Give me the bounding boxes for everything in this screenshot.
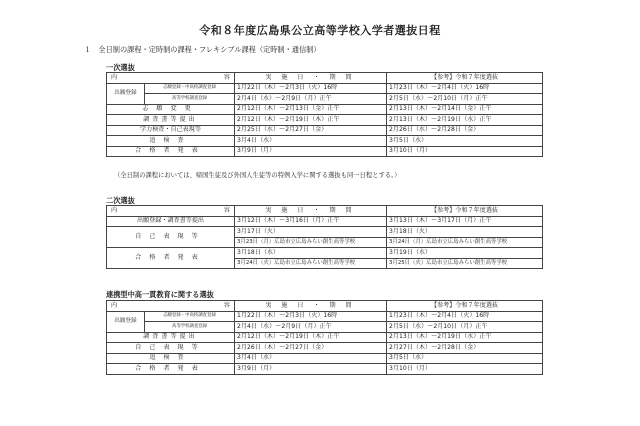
integrated-selection-table <box>106 300 543 375</box>
row-period: 2月12日（木）～2月19日（木）正午 <box>235 115 387 126</box>
section-title-first-selection: 一次選抜 <box>106 63 135 72</box>
row-period: 3月24日（火）広島市立広島みらい創生高等学校 <box>235 258 387 269</box>
row-period: 3月9日（月） <box>235 364 387 375</box>
row-reference: 3月25日（火）広島市立広島みらい創生高等学校 <box>387 258 543 269</box>
row-period: 1月22日（木）～2月3日（火）16時 <box>235 83 387 94</box>
row-label: 調査書等提出 <box>107 332 235 343</box>
row-period: 3月23日（月）広島市立広島みらい創生高等学校 <box>235 237 387 248</box>
row-label: 合格者発表 <box>107 364 235 375</box>
row-label: 追検査 <box>107 353 235 364</box>
row-reference: 2月13日（木）～2月14日（金）正午 <box>387 104 543 115</box>
header-period: 実 施 日 ・ 期 間 <box>235 73 387 84</box>
row-group-label: 出願登録 <box>107 311 145 332</box>
section-title-second-selection: 二次選抜 <box>106 196 135 205</box>
row-period: 3月4日（水） <box>235 353 387 364</box>
first-selection-table <box>106 72 543 157</box>
row-label: 自己表現等 <box>107 343 235 354</box>
row-label: 出願登録・調査書等提出 <box>107 216 235 227</box>
row-sub-label: 志願登録・中高校調査登録 <box>145 83 235 94</box>
row-period: 3月12日（木）～3月16日（月）正午 <box>235 216 387 227</box>
row-sub-label: 志願登録・中高校調査登録 <box>145 311 235 322</box>
header-reference: 【参考】令和７年度選抜 <box>387 206 543 217</box>
row-reference: 3月10日（月） <box>387 146 543 157</box>
row-reference: 3月5日（水） <box>387 136 543 147</box>
row-label: 追検査 <box>107 136 235 147</box>
table-row <box>107 83 543 94</box>
header-period: 実 施 日 ・ 期 間 <box>235 301 387 312</box>
row-reference: 3月5日（水） <box>387 353 543 364</box>
table-row <box>107 248 543 259</box>
header-item <box>107 301 235 312</box>
row-period: 2月26日（木）～2月27日（金） <box>235 343 387 354</box>
row-period: 1月22日（木）～2月3日（火）16時 <box>235 311 387 322</box>
section-title-integrated-selection: 連携型中高一貫教育に関する選抜 <box>106 290 214 299</box>
row-period: 3月4日（水） <box>235 136 387 147</box>
first-selection-note: （全日制の課程においては、帰国生徒及び外国人生徒等の特例入学に関する選抜も同一日程とする。） <box>114 172 401 179</box>
table-row <box>107 136 543 147</box>
table-row <box>107 115 543 126</box>
row-reference: 3月18日（火） <box>387 227 543 238</box>
row-reference: 1月23日（木）～2月4日（火）16時 <box>387 311 543 322</box>
table-row <box>107 227 543 238</box>
row-label: 学力検査・自己表現等 <box>107 125 235 136</box>
table-row <box>107 311 543 322</box>
table-row <box>107 104 543 115</box>
table-header-row <box>107 73 543 84</box>
row-reference: 3月24日（月）広島市立広島みらい創生高等学校 <box>387 237 543 248</box>
row-reference: 1月23日（木）～2月4日（火）16時 <box>387 83 543 94</box>
header-period: 実 施 日 ・ 期 間 <box>235 206 387 217</box>
row-reference: 2月13日（木）～2月19日（水）正午 <box>387 332 543 343</box>
header-item-right: 容 <box>223 301 230 309</box>
second-selection-table <box>106 205 543 269</box>
table-header-row <box>107 206 543 217</box>
row-period: 2月4日（水）～2月9日（月）正午 <box>235 94 387 105</box>
row-period: 2月12日（木）～2月19日（木）正午 <box>235 332 387 343</box>
table-row <box>107 125 543 136</box>
row-label: 調査書等提出 <box>107 115 235 126</box>
row-reference: 3月10日（月） <box>387 364 543 375</box>
row-label: 志願変更 <box>107 104 235 115</box>
row-label: 自己表現等 <box>107 227 235 248</box>
row-period: 3月9日（月） <box>235 146 387 157</box>
header-item-left: 内 <box>111 73 118 81</box>
header-item-left: 内 <box>111 206 118 214</box>
row-reference: 3月19日（水） <box>387 248 543 259</box>
header-reference: 【参考】令和７年度選抜 <box>387 73 543 84</box>
row-label: 合格者発表 <box>107 146 235 157</box>
header-item <box>107 73 235 84</box>
header-item-right: 容 <box>223 73 230 81</box>
table-row <box>107 353 543 364</box>
row-label: 合格者発表 <box>107 248 235 269</box>
table-row <box>107 364 543 375</box>
row-group-label: 出願登録 <box>107 83 145 104</box>
table-row <box>107 332 543 343</box>
row-sub-label: 高等学校調査登録 <box>145 322 235 333</box>
course-subtitle: １ 全日制の課程・定時制の課程・フレキシブル課程（定時制・通信制） <box>84 45 321 54</box>
header-reference: 【参考】令和７年度選抜 <box>387 301 543 312</box>
header-item-left: 内 <box>111 301 118 309</box>
table-row <box>107 146 543 157</box>
row-period: 2月25日（水）～2月27日（金） <box>235 125 387 136</box>
header-item <box>107 206 235 217</box>
row-reference: 2月13日（木）～2月19日（水）正午 <box>387 115 543 126</box>
table-header-row <box>107 301 543 312</box>
row-sub-label: 高等学校調査登録 <box>145 94 235 105</box>
row-period: 3月18日（水） <box>235 248 387 259</box>
row-period: 2月12日（木）～2月13日（金）正午 <box>235 104 387 115</box>
row-reference: 2月5日（水）～2月10日（月）正午 <box>387 94 543 105</box>
document-title: 令和８年度広島県公立高等学校入学者選抜日程 <box>199 24 441 37</box>
row-period: 2月4日（水）～2月9日（月）正午 <box>235 322 387 333</box>
table-row <box>107 94 543 105</box>
row-reference: 2月5日（水）～2月10日（月）正午 <box>387 322 543 333</box>
row-reference: 3月13日（木）～3月17日（月）正午 <box>387 216 543 227</box>
row-period: 3月17日（火） <box>235 227 387 238</box>
row-reference: 2月26日（水）～2月28日（金） <box>387 125 543 136</box>
row-reference: 2月27日（木）～2月28日（金） <box>387 343 543 354</box>
header-item-right: 容 <box>223 206 230 214</box>
table-row <box>107 216 543 227</box>
table-row <box>107 322 543 333</box>
table-row <box>107 343 543 354</box>
